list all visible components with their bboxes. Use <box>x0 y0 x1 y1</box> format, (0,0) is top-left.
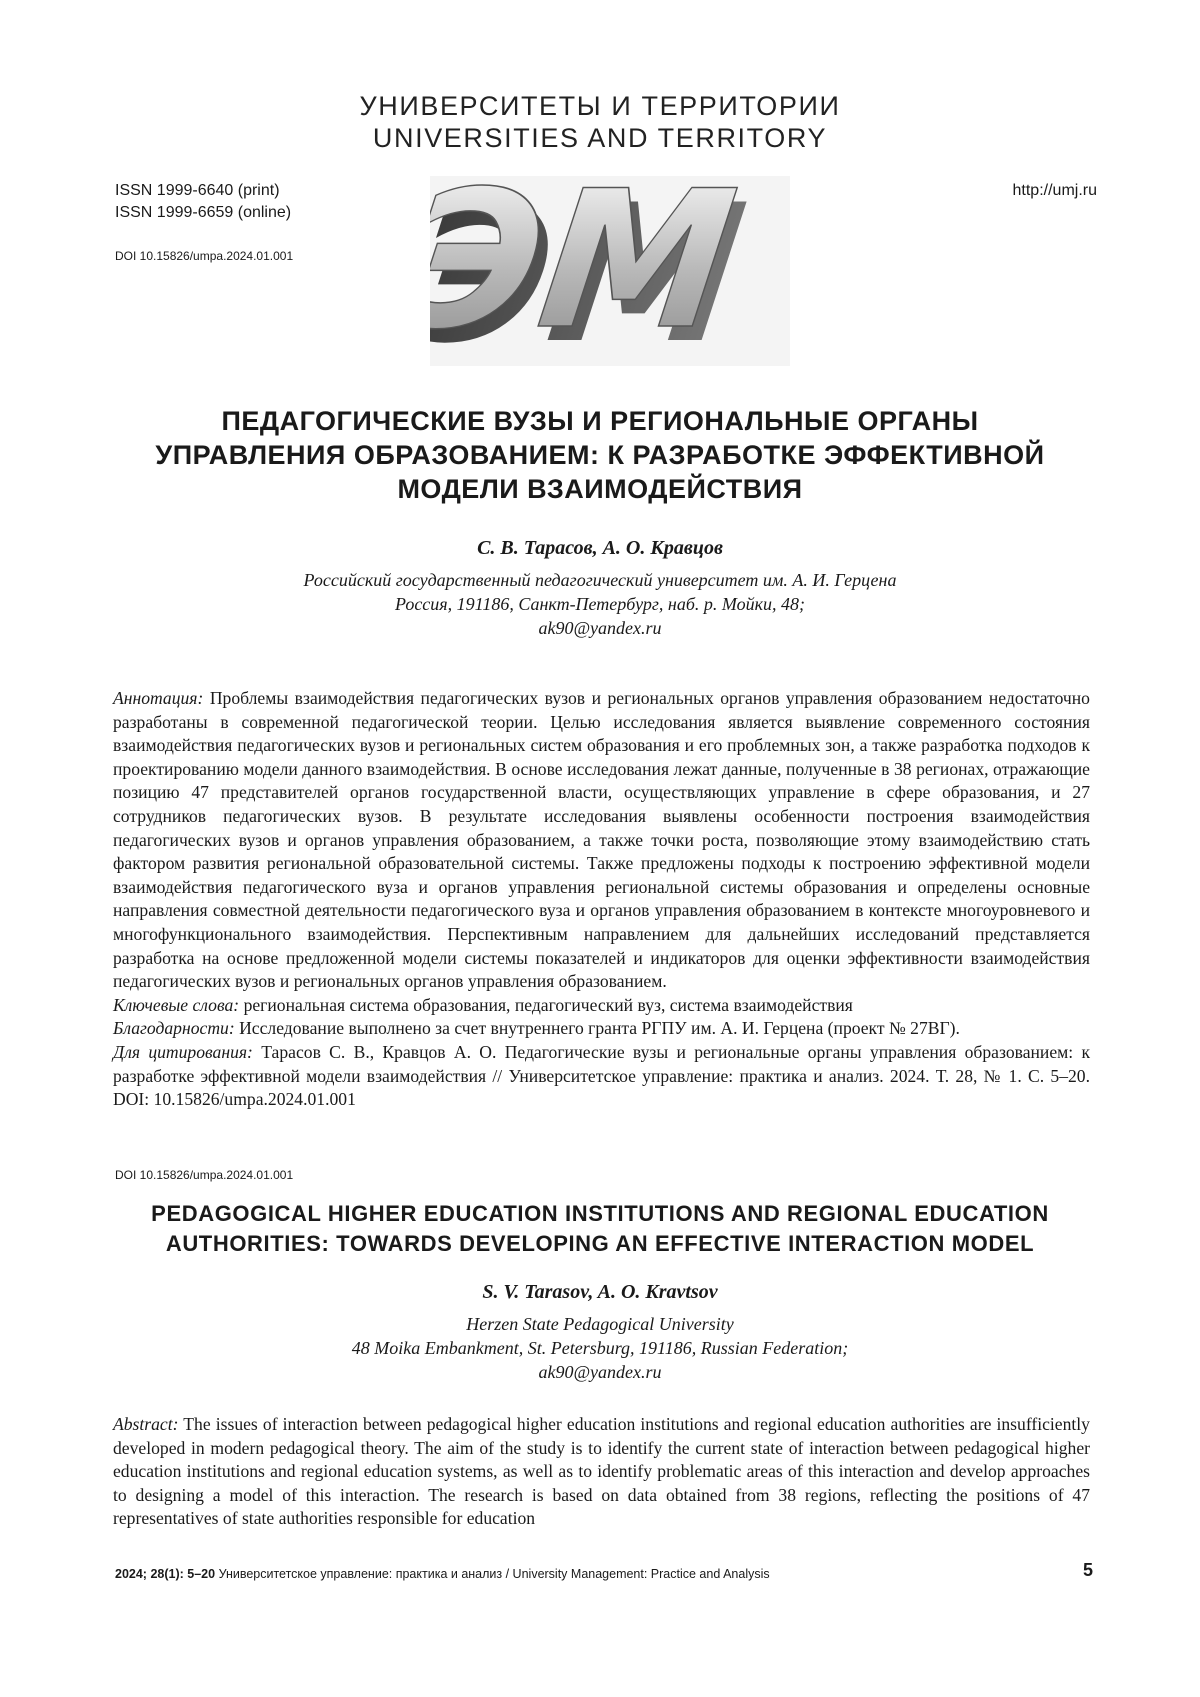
affiliation-en-email[interactable]: ak90@yandex.ru <box>538 1362 662 1382</box>
thanks-text-ru: Исследование выполнено за счет внутреннего гранта РГПУ им. А. И. Герцена (проект № 27ВГ). <box>239 1018 960 1039</box>
abstract-text-ru: Проблемы взаимодействия педагогических вузов и региональных органов управления образованием недостаточно разработаны в современной педагогической теории. Целью исследования является выявление современного состояния взаимодействия педагогических вузов и региональных систем образования и его проблемных зон, а также разработка подходов к проектированию модели данного взаимодействия. В основе исследования лежат данные, полученные в 38 регионах, отражающие позицию 47 представителей органов государственной власти, осуществляющих управление в сфере образования, и 27 сотрудников педагогических вузов. В результате исследования выявлены особенности построения взаимодействия педагогических вузов и органов управления образованием, а также точки роста, позволяющие этому взаимодействию стать фактором развития региональной образовательной системы. Также предложены подходы к построению эффективной модели взаимодействия педагогического вуза и органов управления региональной системы образования и определены основные направления совместной деятельности педагогического вуза и органов управления образованием в контексте многоуровневого и многофункционального взаимодействия. Перспективным направлением для дальнейших исследований представляется разработка на основе предложенной модели системы показателей и индикаторов для оценки эффективности взаимодействия педагогических вузов и региональных органов управления образованием. <box>113 688 1090 992</box>
journal-url[interactable]: http://umj.ru <box>1012 182 1097 199</box>
journal-title-ru: УНИВЕРСИТЕТЫ И ТЕРРИТОРИИ <box>359 91 841 121</box>
affiliation-en-line: 48 Moika Embankment, St. Petersburg, 191186, Russian Federation; <box>351 1338 849 1358</box>
affiliation-ru-line: Российский государственный педагогический университет им. А. И. Герцена <box>303 570 897 590</box>
keywords-ru <box>113 994 1090 1018</box>
authors-ru: С. В. Тарасов, А. О. Кравцов <box>477 537 723 559</box>
abstract-block-en <box>113 1413 1090 1531</box>
issn-print: ISSN 1999-6640 (print) <box>115 182 280 199</box>
keywords-label-ru: Ключевые слова: <box>113 994 240 1015</box>
article-title-ru <box>60 404 1140 506</box>
issn-online: ISSN 1999-6659 (online) <box>115 204 292 221</box>
title-en-line: PEDAGOGICAL HIGHER EDUCATION INSTITUTIONS AND REGIONAL EDUCATION <box>151 1201 1049 1226</box>
abstract-en <box>113 1413 1090 1531</box>
affiliation-ru-email[interactable]: ak90@yandex.ru <box>538 618 662 638</box>
page-footer <box>115 1566 770 1582</box>
article-title-en <box>60 1199 1140 1259</box>
acknowledgements-ru <box>113 1017 1090 1041</box>
abstract-label-en: Abstract: <box>113 1414 179 1434</box>
abstract-label-ru: Аннотация: <box>113 688 204 708</box>
issn-block <box>115 180 291 224</box>
journal-logo <box>430 176 790 366</box>
authors-en: S. V. Tarasov, A. O. Kravtsov <box>482 1281 718 1303</box>
page-number: 5 <box>1082 1560 1093 1580</box>
abstract-block-ru <box>113 687 1090 1112</box>
doi-ru: DOI 10.15826/umpa.2024.01.001 <box>115 249 294 263</box>
affiliation-ru <box>0 568 1200 640</box>
logo-letters-shadow: ЭМ <box>430 176 777 366</box>
abstract-ru <box>113 687 1090 994</box>
doi-en: DOI 10.15826/umpa.2024.01.001 <box>115 1168 294 1182</box>
cite-text-ru: Тарасов С. В., Кравцов А. О. Педагогические вузы и региональные органы управления образованием: к разработке эффективной модели взаимодействия // Университетское управление: практика и анализ. 2024. Т. 28, № 1. С. 5–20. DOI: 10.15826/umpa.2024.01.001 <box>113 1041 1091 1110</box>
title-ru-line: ПЕДАГОГИЧЕСКИЕ ВУЗЫ И РЕГИОНАЛЬНЫЕ ОРГАНЫ <box>221 406 979 436</box>
logo-graphic <box>430 176 790 366</box>
journal-title-en: UNIVERSITIES AND TERRITORY <box>372 123 828 153</box>
title-ru-line: МОДЕЛИ ВЗАИМОДЕЙСТВИЯ <box>397 474 803 504</box>
journal-title <box>0 90 1200 154</box>
cite-label-ru: Для цитирования: <box>113 1041 253 1062</box>
title-en-line: AUTHORITIES: TOWARDS DEVELOPING AN EFFECTIVE INTERACTION MODEL <box>165 1231 1035 1256</box>
citation-ru <box>113 1041 1090 1112</box>
title-ru-line: УПРАВЛЕНИЯ ОБРАЗОВАНИЕМ: К РАЗРАБОТКЕ ЭФФЕКТИВНОЙ <box>155 440 1045 470</box>
affiliation-en-line: Herzen State Pedagogical University <box>466 1314 734 1334</box>
thanks-label-ru: Благодарности: <box>113 1018 235 1039</box>
keywords-text-ru: региональная система образования, педагогический вуз, система взаимодействия <box>243 994 853 1015</box>
footer-issue: 2024; 28(1): 5–20 <box>115 1567 216 1581</box>
affiliation-en <box>0 1312 1200 1384</box>
logo-letters: ЭМ <box>430 176 768 366</box>
abstract-text-en: The issues of interaction between pedagogical higher education institutions and regional education authorities are insufficiently developed in modern pedagogical theory. The aim of the study is to identify the current state of interaction between pedagogical higher education institutions and regional education systems, as well as to identify problematic areas of this interaction and develop approaches to designing a model of this interaction. The research is based on data obtained from 38 regions, reflecting the positions of 47 representatives of state authorities responsible for education <box>113 1414 1090 1529</box>
affiliation-ru-line: Россия, 191186, Санкт-Петербург, наб. р. Мойки, 48; <box>394 594 806 614</box>
footer-journal: Университетское управление: практика и анализ / University Management: Practice and Analysis <box>218 1567 770 1581</box>
